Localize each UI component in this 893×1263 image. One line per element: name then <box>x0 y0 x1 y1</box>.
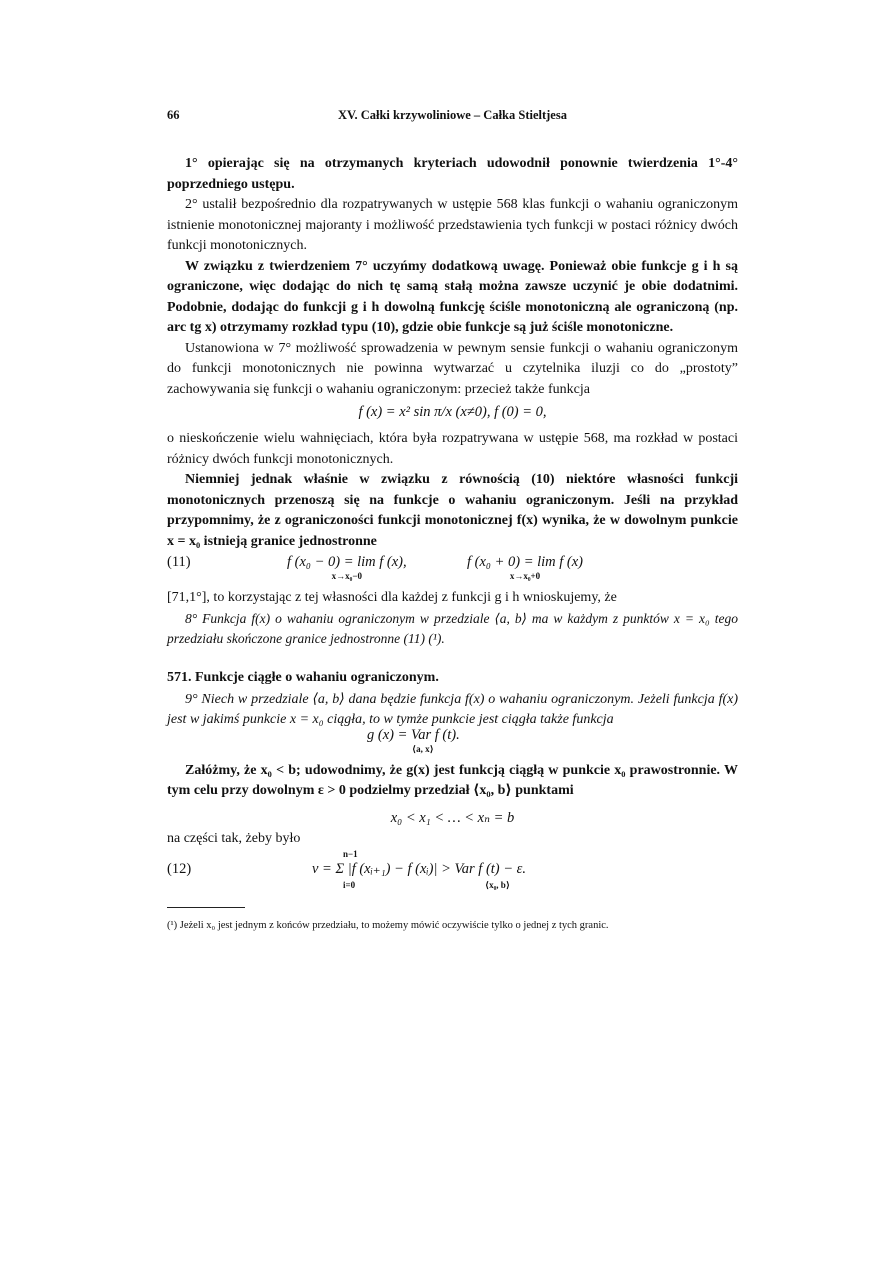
equation-11-right-sub: x→x₀+0 <box>509 571 541 581</box>
paragraph-4: Ustanowiona w 7° możliwość sprowadzenia w pewnym sensie funkcji o wahaniu ograniczonym do funkcji monotonicznych nie powinna wytwarzać u czytelnika iluzji co do „prostoty” zachowywania się funkcji o wahaniu ograniczonym: przecież także funkcja <box>167 340 738 397</box>
running-title: XV. Całki krzywoliniowe – Całka Stieltjesa <box>338 108 567 122</box>
equation-fx: f (x) = x² sin π/x (x≠0), f (0) = 0, <box>358 404 547 420</box>
equation-12-top: n−1 <box>343 849 358 859</box>
equation-g-sub: ⟨a, x⟩ <box>412 743 434 754</box>
equation-11-right: f (x₀ + 0) = lim f (x) <box>467 554 584 570</box>
theorem-9: 9° Niech w przedziale ⟨a, b⟩ dana będzie funkcja f(x) o wahaniu ograniczonym. Jeżeli funkcja f(x) jest w jakimś punkcie x = x₀ ciągła, to w tymże punkcie jest ciągła także funkcja <box>167 691 738 727</box>
paragraph-6: Niemniej jednak właśnie w związku z równością (10) niektóre własności funkcji monotonicznych przenoszą się na funkcje o wahaniu ograniczonym. Jeśli na przykład przypomnimy, że z ograniczoności funkcji monotonicznej f(x) wynika, że w dowolnym punkcie x = x₀ istnieją granice jednostronne <box>167 472 738 549</box>
footnote-rule <box>167 907 245 908</box>
equation-12-body: v = Σ |f (xᵢ₊₁) − f (xᵢ)| > Var f (t) − ε. <box>312 861 527 877</box>
section-heading: 571. Funkcje ciągłe o wahaniu ograniczonym. <box>167 669 439 685</box>
paragraph-7: [71,1°], to korzystając z tej własności dla każdej z funkcji g i h wnioskujemy, że <box>167 590 617 605</box>
paragraph-3: W związku z twierdzeniem 7° uczyńmy dodatkową uwagę. Ponieważ obie funkcje g i h są ograniczone, więc dodając do nich tę samą stałą można zawsze uczynić je obie dodatnimi. Podobnie, dodając do funkcji g i h dowolną funkcję ściśle monotoniczną ale ograniczoną (np. arc tg x) otrzymamy rozkład typu (10), gdzie obie funkcje są już ściśle monotoniczne. <box>167 258 738 335</box>
equation-12-tag: (12) <box>167 861 192 877</box>
page-header <box>167 108 738 128</box>
equation-11 <box>167 554 738 588</box>
page-number: 66 <box>167 108 180 122</box>
equation-points: x₀ < x₁ < … < xₙ = b <box>390 809 515 826</box>
equation-g <box>167 726 738 761</box>
equation-12-sub: ⟨x₀, b⟩ <box>485 880 510 890</box>
paragraph-11: na części tak, żeby było <box>167 830 301 846</box>
equation-g-body: g (x) = Var f (t). <box>367 726 460 743</box>
theorem-8: 8° Funkcja f(x) o wahaniu ograniczonym w przedziale ⟨a, b⟩ ma w każdym z punktów x = x₀ tego przedziału skończone granice jednostronne (11) (¹). <box>167 610 738 646</box>
equation-12 <box>167 849 738 893</box>
paragraph-1: 1° opierając się na otrzymanych kryteriach udowodnił ponownie twierdzenia 1°-4° poprzedniego ustępu. <box>167 156 738 192</box>
equation-12-bottom: i=0 <box>343 880 356 890</box>
footnote: (¹) Jeżeli x₀ jest jednym z końców przedziału, to możemy mówić oczywiście tylko o jednej z tych granic. <box>167 920 609 931</box>
equation-11-left-sub: x→x₀−0 <box>331 571 362 581</box>
paragraph-2: 2° ustalił bezpośrednio dla rozpatrywanych w ustępie 568 klas funkcji o wahaniu ograniczonym istnienie monotonicznej majoranty i możliwość przedstawienia tych funkcji w postaci różnicy dwóch funkcji monotonicznych. <box>167 197 738 253</box>
paragraph-10: Załóżmy, że x₀ < b; udowodnimy, że g(x) jest funkcją ciągłą w punkcie x₀ prawostronnie. W tym celu przy dowolnym ε > 0 podzielmy przedział ⟨x₀, b⟩ punktami <box>167 762 738 798</box>
equation-11-tag: (11) <box>167 554 191 570</box>
page <box>167 108 738 933</box>
paragraph-5: o nieskończenie wielu wahnięciach, która była rozpatrywana w ustępie 568, ma rozkład w postaci różnicy dwóch funkcji monotonicznych. <box>167 431 738 467</box>
equation-11-left: f (x₀ − 0) = lim f (x), <box>287 554 407 570</box>
